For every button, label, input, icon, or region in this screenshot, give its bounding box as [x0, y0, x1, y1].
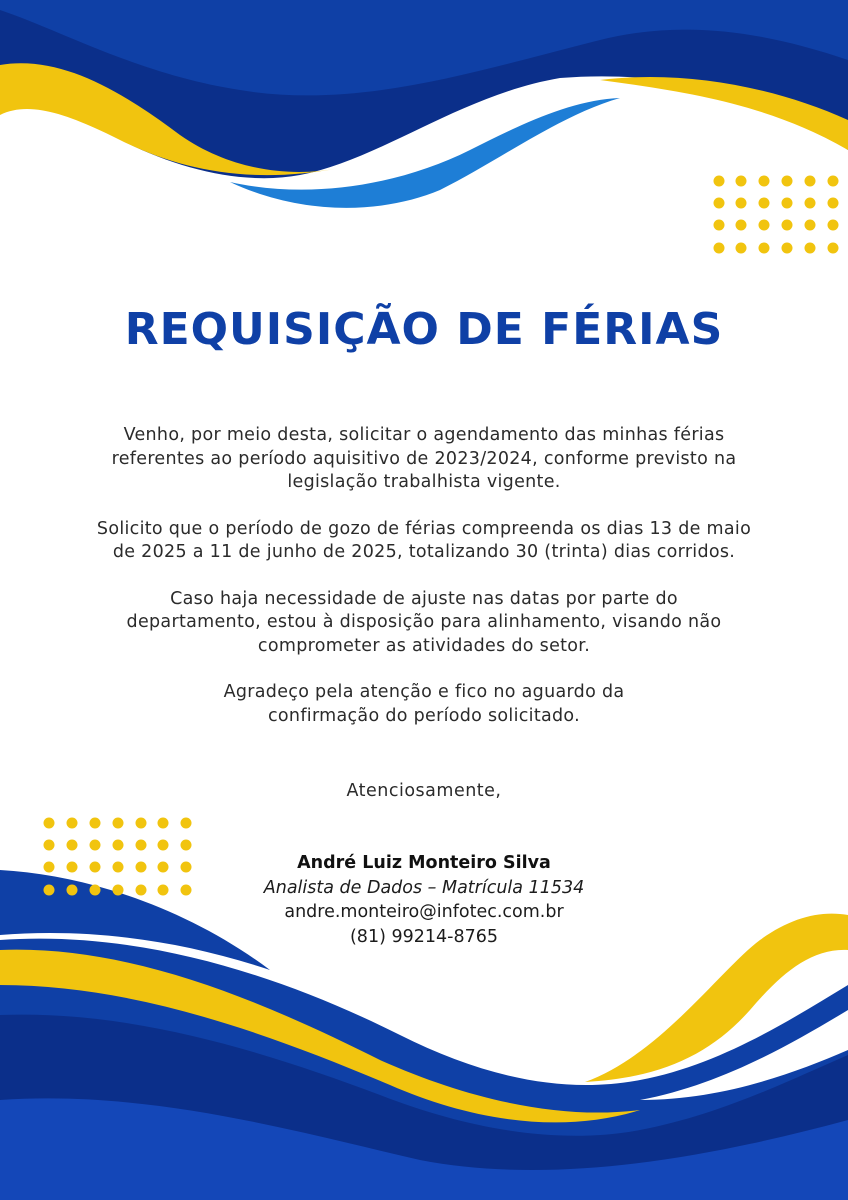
signatory-role: Analista de Dados – Matrícula 11534	[263, 877, 585, 898]
paragraph-request: Venho, por meio desta, solicitar o agendamento das minhas férias referentes ao período aquisitivo de 2023/2024, conforme previsto na legislação trabalhista vigente.	[111, 425, 737, 492]
paragraph-thanks: Agradeço pela atenção e fico no aguardo da confirmação do período solicitado.	[223, 682, 625, 726]
signatory-name: André Luiz Monteiro Silva	[297, 853, 551, 873]
paragraph-adjustment: Caso haja necessidade de ajuste nas datas por parte do departamento, estou à disposição para alinhamento, visando não comprometer as atividades do setor.	[126, 588, 722, 656]
signatory-phone: (81) 99214-8765	[349, 926, 498, 947]
top-right-dot-grid	[709, 169, 848, 259]
signatory-email[interactable]: andre.monteiro@infotec.com.br	[284, 902, 564, 922]
signature-block	[0, 851, 848, 949]
paragraph-period: Solicito que o período de gozo de férias compreenda os dias 13 de maio de 2025 a 11 de junho de 2025, totalizando 30 (trinta) dias corridos.	[96, 518, 752, 562]
closing-line: Atenciosamente,	[346, 781, 502, 801]
page-title: REQUISIÇÃO DE FÉRIAS	[124, 304, 724, 355]
letter-body	[50, 424, 798, 751]
